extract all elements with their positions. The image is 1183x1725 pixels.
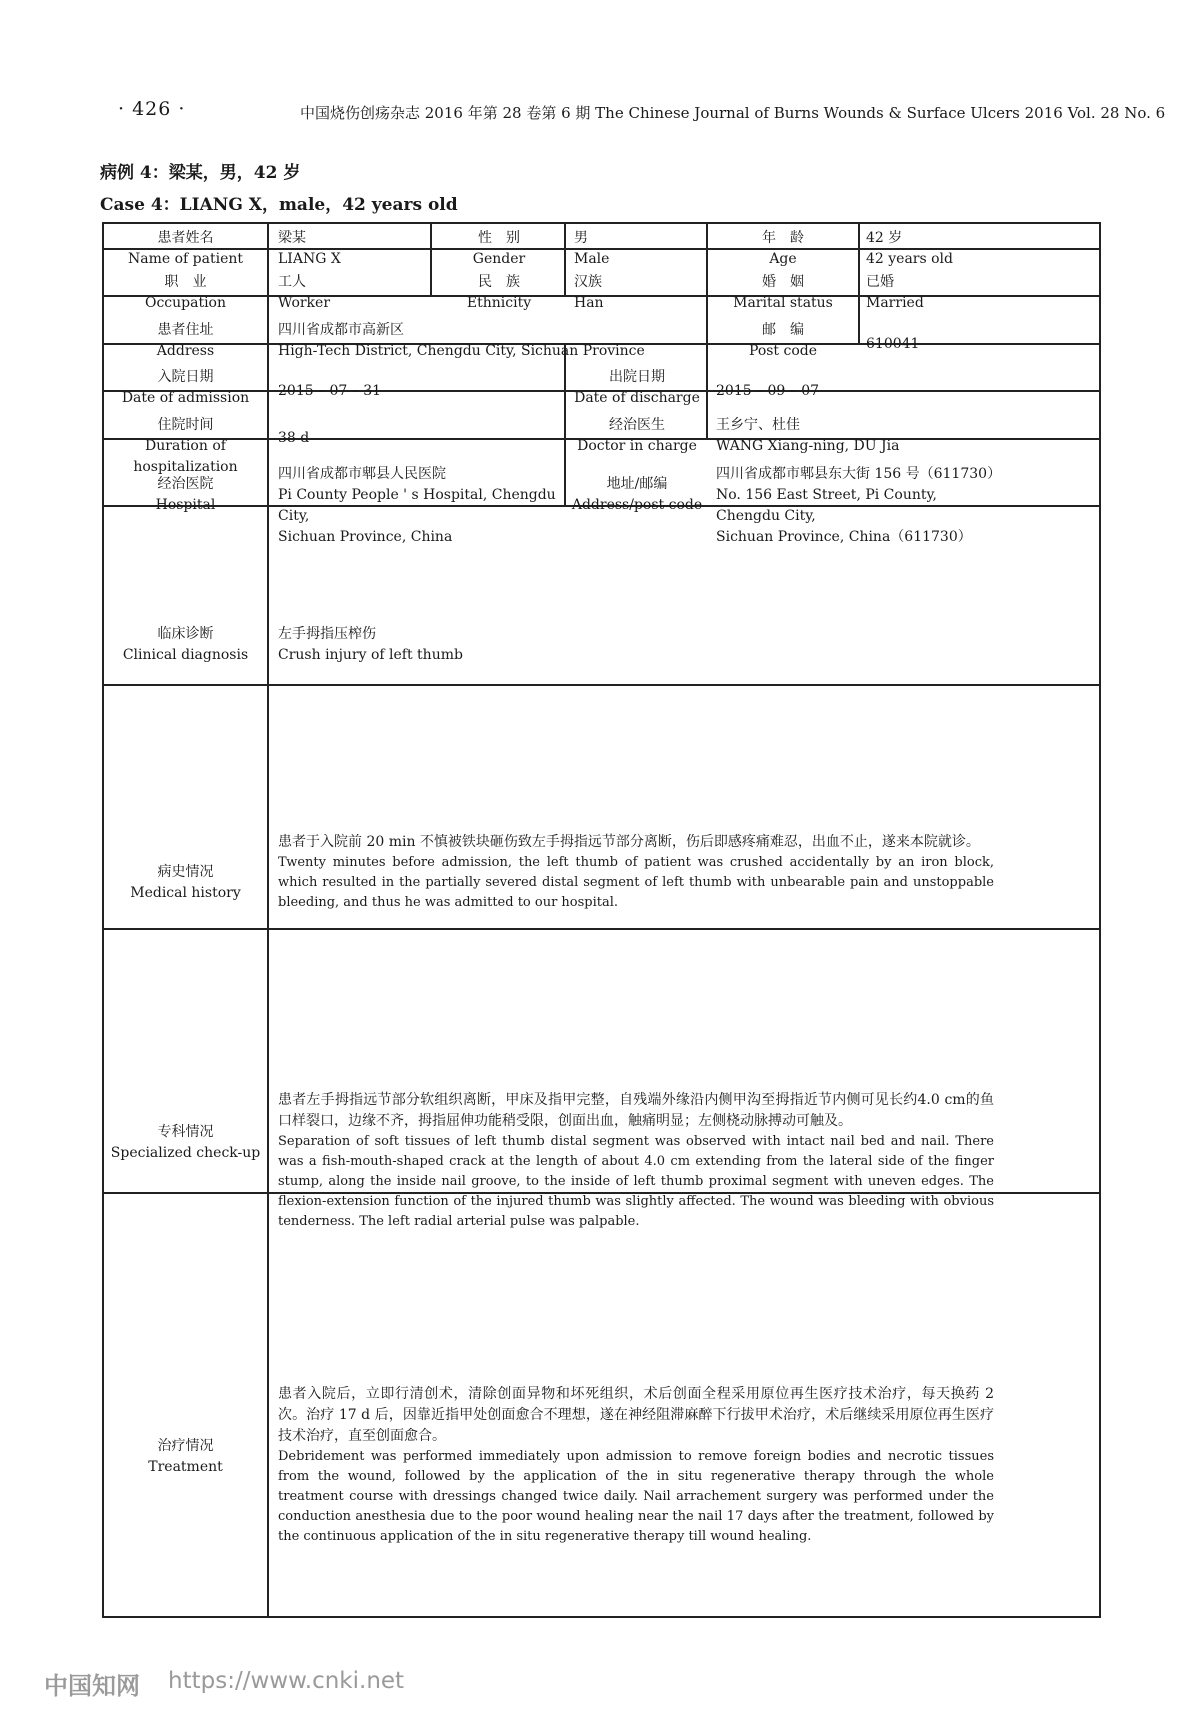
- marital-value: 已婚 Married: [866, 274, 924, 311]
- marital-label: 婚 姻 Marital status: [733, 274, 833, 311]
- name-label: 患者姓名 Name of patient: [127, 230, 243, 267]
- checkup-value: 患者左手拇指远节部分软组织离断，甲床及指甲完整，自残端外缘沿内侧甲沟至拇指近节内侧可见长约4.0 cm的鱼口样裂口，边缘不齐，拇指屈伸功能稍受限，创面出血，触痛明显；左侧桡动脉搏动可触及。 Separation of soft tissues of left thumb distal segment was observed with intact nail bed and nail. There was a fish-mouth-shaped crack at the length of about 4.0 cm extending from the lateral side of the finger stump, along the inside nail groove, to the inside of left thumb proximal segment with uneven edges. The flexion-extension function of the injured thumb was slightly affected. The wound was bleeding with obvious tenderness. The left radial arterial pulse was palpable.: [278, 1092, 994, 1229]
- postcode-value: 610041: [866, 336, 920, 352]
- doctor-value: 王乡宁、杜佳 WANG Xiang-ning, DU Jia: [716, 417, 900, 454]
- ethnicity-value: 汉族 Han: [574, 274, 604, 311]
- hospital-address-value: 四川省成都市郫县东大街 156 号（611730） No. 156 East Street, Pi County, Chengdu City, Sichuan Province, China（611730）: [716, 466, 1002, 545]
- hospital-value: 四川省成都市郫县人民医院 Pi County People ' s Hospital, Chengdu City, Sichuan Province, China: [278, 466, 556, 545]
- diagnosis-label: 临床诊断 Clinical diagnosis: [122, 626, 249, 663]
- journal-running-head: 中国烧伤创疡杂志 2016 年第 28 卷第 6 期 The Chinese Journal of Burns Wounds & Surface Ulcers 2016 Vol. 28 No. 6: [300, 104, 1166, 122]
- doctor-label: 经治医生 Doctor in charge: [577, 417, 697, 454]
- treatment-label: 治疗情况 Treatment: [148, 1438, 223, 1475]
- cnki-url[interactable]: https://www.cnki.net: [168, 1668, 405, 1694]
- admission-label: 入院日期 Date of admission: [121, 369, 250, 406]
- admission-value: 2015 – 07 – 31: [278, 383, 382, 399]
- history-label: 病史情况 Medical history: [130, 864, 241, 901]
- cnki-logo: 中国知网: [44, 1672, 140, 1700]
- checkup-label: 专科情况 Specialized check-up: [110, 1124, 261, 1161]
- case-title-cn: 病例 4：梁某，男，42 岁: [100, 163, 301, 183]
- case-title-en: Case 4：LIANG X，male，42 years old: [100, 195, 458, 215]
- discharge-value: 2015 – 09 – 07: [716, 383, 820, 399]
- discharge-label: 出院日期 Date of discharge: [574, 369, 700, 406]
- hospital-address-label: 地址/邮编 Address/post code: [571, 476, 703, 513]
- duration-label: 住院时间 Duration of hospitalization: [133, 417, 238, 475]
- history-value: 患者于入院前 20 min 不慎被铁块砸伤致左手拇指远节部分离断，伤后即感疼痛难忍，出血不止，遂来本院就诊。 Twenty minutes before admission, the left thumb of patient was crushed accidentally by an iron block, which resulted in the partially severed distal segment of left thumb with unbearable pain and unstoppable bleeding, and thus he was admitted to our hospital.: [278, 834, 994, 910]
- page-number: · 426 ·: [118, 98, 186, 120]
- postcode-label: 邮 编 Post code: [748, 322, 818, 359]
- treatment-value: 患者入院后，立即行清创术，清除创面异物和坏死组织，术后创面全程采用原位再生医疗技术治疗，每天换药 2 次。治疗 17 d 后，因靠近指甲处创面愈合不理想，遂在神经阻滞麻醉下行拔甲术治疗，术后继续采用原位再生医疗技术治疗，直至创面愈合。 Debridement was performed immediately upon admission to remove foreign bodies and necrotic tissues from the wound, followed by the application of the in situ regenerative therapy through the whole treatment course with dressings changed twice daily. Nail arrachement surgery was performed under the conduction anesthesia due to the poor wound healing near the nail 17 days after the treatment, followed by the continuous application of the in situ regenerative therapy till wound healing.: [278, 1386, 994, 1544]
- name-value: 梁某 LIANG X: [278, 230, 341, 267]
- address-value: 四川省成都市高新区 High-Tech District, Chengdu City, Sichuan Province: [278, 322, 645, 359]
- occupation-value: 工人 Worker: [278, 274, 331, 311]
- gender-value: 男 Male: [574, 230, 610, 267]
- occupation-label: 职 业 Occupation: [144, 274, 227, 311]
- age-label: 年 龄 Age: [762, 230, 804, 267]
- diagnosis-value: 左手拇指压榨伤 Crush injury of left thumb: [278, 626, 463, 663]
- hospital-label: 经治医院 Hospital: [155, 476, 216, 513]
- ethnicity-label: 民 族 Ethnicity: [466, 274, 532, 311]
- gender-label: 性 别 Gender: [472, 230, 526, 267]
- duration-value: 38 d: [278, 430, 310, 446]
- address-label: 患者住址 Address: [156, 322, 215, 359]
- age-value: 42 岁 42 years old: [866, 230, 954, 267]
